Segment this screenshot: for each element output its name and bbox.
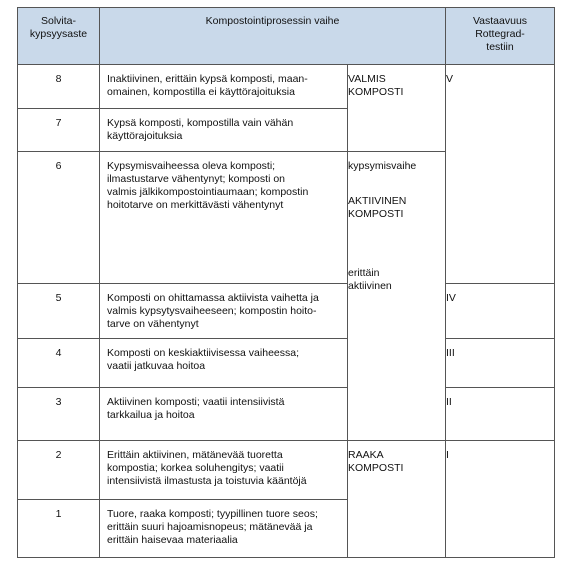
stage-cell-valmis: VALMIS KOMPOSTI — [348, 65, 446, 152]
description-cell: Tuore, raaka komposti; tyypillinen tuore seos; erittäin suuri hajoamisnopeus; mätänevää ja erittäin haisevaa materiaalia — [100, 500, 348, 558]
rottegrad-cell-i: I — [446, 441, 555, 558]
header-process-phase: Kompostointiprosessin vaihe — [100, 8, 446, 65]
description-cell: Komposti on ohittamassa aktiivista vaihetta ja valmis kypsytysvaiheeseen; kompostin hoito- tarve on vähentynyt — [100, 284, 348, 339]
table-row — [18, 284, 555, 339]
description-cell: Kypsä komposti, kompostilla vain vähän käyttörajoituksia — [100, 109, 348, 152]
table-row — [18, 339, 555, 388]
stage-erittain-aktiivinen: erittäin aktiivinen — [348, 267, 392, 292]
header-solvita-degree: Solvita- kypsyysaste — [18, 8, 100, 65]
degree-cell: 5 — [18, 284, 100, 339]
degree-cell: 8 — [18, 65, 100, 109]
degree-cell: 6 — [18, 152, 100, 284]
rottegrad-cell-iii: III — [446, 339, 555, 388]
description-cell: Kypsymisvaiheessa oleva komposti; ilmastustarve vähentynyt; komposti on valmis jälkikompostointiaumaan; kompostin hoitotarve on merkittävästi vähentynyt — [100, 152, 348, 284]
compost-maturity-table — [17, 7, 555, 558]
description-cell: Inaktiivinen, erittäin kypsä komposti, maan- omainen, kompostilla ei käyttörajoituksia — [100, 65, 348, 109]
table-row — [18, 441, 555, 500]
stage-cell-raaka: RAAKA KOMPOSTI — [348, 441, 446, 558]
table-row — [18, 388, 555, 441]
stage-kypsymisvaihe: kypsymisvaihe — [348, 160, 417, 172]
degree-cell: 4 — [18, 339, 100, 388]
degree-cell: 2 — [18, 441, 100, 500]
stage-aktiivinen: AKTIIVINEN KOMPOSTI — [348, 195, 407, 220]
stage-cell-active — [348, 152, 446, 441]
degree-cell: 7 — [18, 109, 100, 152]
header-row — [18, 8, 555, 65]
description-cell: Erittäin aktiivinen, mätänevää tuoretta kompostia; korkea soluhengitys; vaatii intensiivistä ilmastusta ja toistuvia kääntöjä — [100, 441, 348, 500]
header-rottegrad: Vastaavuus Rottegrad- testiin — [446, 8, 555, 65]
rottegrad-cell-iv: IV — [446, 284, 555, 339]
rottegrad-cell-v: V — [446, 65, 555, 284]
degree-cell: 1 — [18, 500, 100, 558]
table-row — [18, 65, 555, 109]
description-cell: Komposti on keskiaktiivisessa vaiheessa; vaatii jatkuvaa hoitoa — [100, 339, 348, 388]
degree-cell: 3 — [18, 388, 100, 441]
rottegrad-cell-ii: II — [446, 388, 555, 441]
description-cell: Aktiivinen komposti; vaatii intensiivistä tarkkailua ja hoitoa — [100, 388, 348, 441]
